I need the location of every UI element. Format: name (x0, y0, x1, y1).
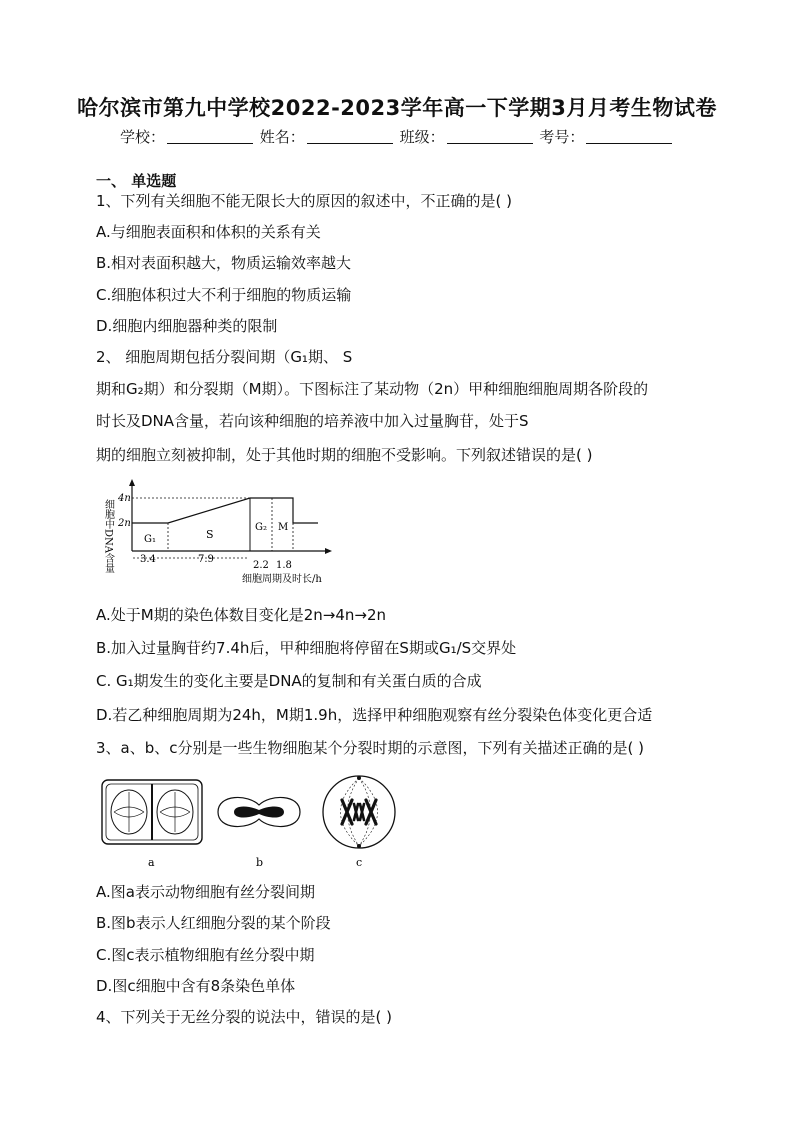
figure-xlabel: 细胞周期及时长/h (242, 574, 322, 585)
q4-stem: 4、下列关于无丝分裂的说法中，错误的是( ) (96, 1008, 393, 1026)
class-label: 班级： (399, 128, 445, 146)
dna-curve (132, 498, 318, 523)
tick-2n: 2n (118, 518, 131, 529)
name-blank[interactable] (307, 129, 393, 144)
figure-a-cell (102, 780, 202, 844)
y-axis-arrow (129, 479, 135, 486)
q1-option-d[interactable]: D.细胞内细胞器种类的限制 (96, 317, 278, 335)
q3-stem: 3、a、b、c分别是一些生物细胞某个分裂时期的示意图，下列有关描述正确的是( ) (96, 739, 644, 757)
section-heading: 一、 单选题 (96, 172, 177, 190)
q2-stem-line-1: 2、 细胞周期包括分裂间期（G₁期、 S (96, 348, 353, 366)
q2-option-d[interactable]: D.若乙种细胞周期为24h，M期1.9h，选择甲种细胞观察有丝分裂染色体变化更合适 (96, 706, 653, 724)
q3-option-d[interactable]: D.图c细胞中含有8条染色单体 (96, 977, 296, 995)
q1-option-a[interactable]: A.与细胞表面积和体积的关系有关 (96, 223, 321, 241)
q2-option-a[interactable]: A.处于M期的染色体数目变化是2n→4n→2n (96, 606, 386, 624)
q2-stem-line-3: 时长及DNA含量，若向该种细胞的培养液中加入过量胸苷，处于S (96, 412, 529, 430)
figure-b-label: b (256, 856, 264, 869)
q1-option-c[interactable]: C.细胞体积过大不利于细胞的物质运输 (96, 286, 352, 304)
figure-b-cell (218, 797, 300, 826)
school-blank[interactable] (167, 129, 253, 144)
id-label: 考号： (539, 128, 585, 146)
figure-ylabel: 细胞中DNA含量 (102, 499, 114, 573)
phase-m: M (278, 522, 289, 533)
q2-option-b[interactable]: B.加入过量胸苷约7.4h后，甲种细胞将停留在S期或G₁/S交界处 (96, 639, 517, 657)
figure-c-cell (323, 776, 395, 848)
duration-g1: 3.4 (140, 554, 156, 565)
student-info-row (120, 126, 674, 147)
q3-option-b[interactable]: B.图b表示人红细胞分裂的某个阶段 (96, 914, 331, 932)
q1-stem: 1、下列有关细胞不能无限长大的原因的叙述中，不正确的是( ) (96, 192, 513, 210)
q2-option-c[interactable]: C. G₁期发生的变化主要是DNA的复制和有关蛋白质的合成 (96, 672, 482, 690)
figure-c-label: c (356, 856, 363, 869)
school-label: 学校： (120, 128, 166, 146)
duration-m: 1.8 (276, 560, 292, 571)
dna-cycle-figure (100, 478, 350, 588)
duration-s: 7.9 (198, 554, 214, 565)
phase-s: S (206, 528, 214, 541)
id-blank[interactable] (586, 129, 672, 144)
phase-g1: G₁ (144, 534, 156, 545)
q2-stem-line-2: 期和G₂期）和分裂期（M期）。下图标注了某动物（2n）甲种细胞细胞周期各阶段的 (96, 380, 649, 398)
q1-option-b[interactable]: B.相对表面积越大，物质运输效率越大 (96, 254, 352, 272)
phase-g2: G₂ (255, 522, 267, 533)
exam-title: 哈尔滨市第九中学校2022-2023学年高一下学期3月月考生物试卷 (77, 96, 717, 120)
q2-stem-line-4: 期的细胞立刻被抑制，处于其他时期的细胞不受影响。下列叙述错误的是( ) (96, 446, 593, 464)
cell-division-figures (96, 772, 406, 872)
tick-4n: 4n (118, 493, 131, 504)
duration-g2: 2.2 (253, 560, 269, 571)
class-blank[interactable] (447, 129, 533, 144)
figure-a-label: a (148, 856, 155, 869)
q3-option-c[interactable]: C.图c表示植物细胞有丝分裂中期 (96, 946, 315, 964)
q3-option-a[interactable]: A.图a表示动物细胞有丝分裂间期 (96, 883, 315, 901)
name-label: 姓名： (259, 128, 305, 146)
x-axis-arrow (325, 548, 332, 554)
